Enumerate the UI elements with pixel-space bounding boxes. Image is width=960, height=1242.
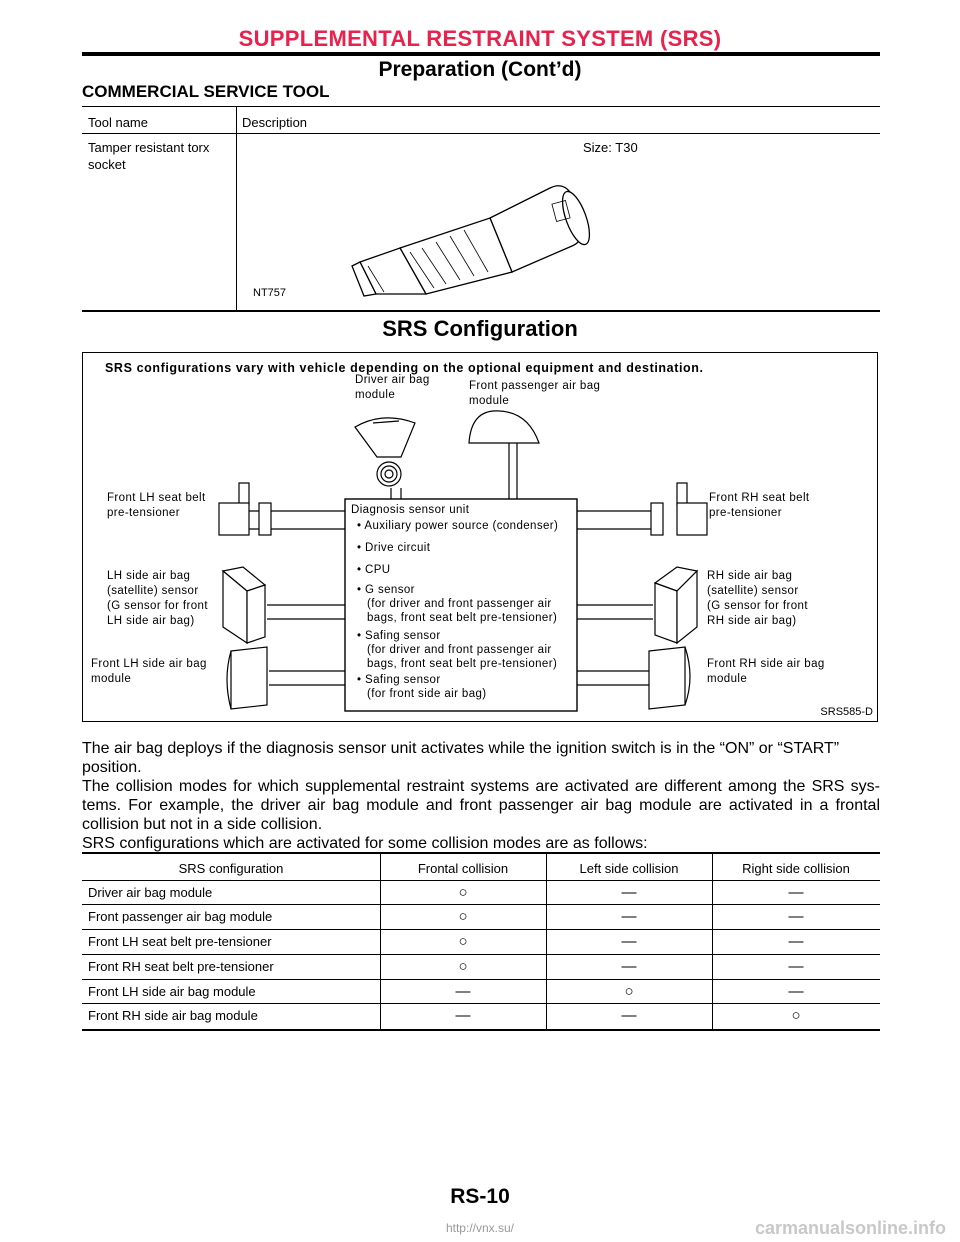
footer-url-link[interactable]: http://vnx.su/ xyxy=(445,1221,515,1235)
srs-config-title: SRS Configuration xyxy=(382,316,578,341)
header-rule xyxy=(82,52,880,56)
paragraph-line: tems. For example, the driver air bag module and front passenger air bag module are activated in a frontal xyxy=(82,797,880,814)
table-row-rule xyxy=(82,1003,880,1004)
table-row-label: Front RH side air bag module xyxy=(88,1008,258,1023)
paragraph-line: collision but not in a side collision. xyxy=(82,816,323,833)
rh-side-sensor-label: RH side air bag (satellite) sensor (G sensor for front RH side air bag) xyxy=(707,570,808,627)
watermark: carmanualsonline.info xyxy=(754,1218,946,1238)
table-cell: — xyxy=(455,983,471,1000)
front-lh-seat-belt-label: Front LH seat belt pre-tensioner xyxy=(107,492,206,519)
diagnosis-sensor-unit xyxy=(351,503,575,701)
table-cell: — xyxy=(788,908,804,925)
dsu-item-note: (for driver and front passenger air xyxy=(367,644,552,656)
section-header-title: SUPPLEMENTAL RESTRAINT SYSTEM (SRS) xyxy=(238,26,722,51)
table-cell: — xyxy=(621,884,637,901)
table-cell: — xyxy=(621,908,637,925)
dsu-item-note: bags, front seat belt pre-tensioner) xyxy=(367,612,558,624)
tool-table-top-rule xyxy=(82,106,880,107)
tool-table-header-rule xyxy=(82,133,880,134)
dsu-item: • G sensor xyxy=(357,584,415,596)
lh-side-sensor-label: LH side air bag (satellite) sensor (G sensor for front LH side air bag) xyxy=(107,570,208,627)
body-text xyxy=(82,739,880,853)
tool-figure-code: NT757 xyxy=(253,287,287,299)
dsu-item: • Drive circuit xyxy=(357,542,431,554)
table-row-label: Front LH side air bag module xyxy=(88,984,256,999)
dsu-item: • CPU xyxy=(357,564,391,576)
front-rh-side-air-bag-label: Front RH side air bag module xyxy=(707,658,825,685)
table-cell: — xyxy=(788,983,804,1000)
desc-col-header: Description xyxy=(242,115,308,130)
dsu-title: Diagnosis sensor unit xyxy=(351,504,470,516)
dsu-item: • Auxiliary power source (condenser) xyxy=(357,520,559,532)
paragraph-line: The air bag deploys if the diagnosis sensor unit activates while the ignition switch is in the “ON” or “START” xyxy=(82,740,840,757)
table-cell: — xyxy=(621,958,637,975)
table-cell: ○ xyxy=(624,983,634,1000)
table-row-rule xyxy=(82,929,880,930)
diagram-figure-code: SRS585-D xyxy=(820,706,873,718)
col-header-frontal: Frontal collision xyxy=(417,861,509,876)
dsu-item-note: bags, front seat belt pre-tensioner) xyxy=(367,658,558,670)
tool-table-col-divider xyxy=(236,106,237,311)
paragraph-line: position. xyxy=(82,759,142,776)
tool-name-line2: socket xyxy=(88,157,126,172)
diagram-heading: SRS configurations vary with vehicle depending on the optional equipment and destination. xyxy=(105,361,704,375)
dsu-item: • Safing sensor xyxy=(357,630,441,642)
tool-col-header: Tool name xyxy=(88,115,148,130)
tool-size: Size: T30 xyxy=(583,140,638,155)
table-cell: ○ xyxy=(458,884,468,901)
table-cell: — xyxy=(788,958,804,975)
front-rh-seat-belt-label: Front RH seat belt pre-tensioner xyxy=(709,492,810,519)
srs-config-diagram xyxy=(82,352,878,722)
col-header-left-side: Left side collision xyxy=(579,861,679,876)
table-cell: ○ xyxy=(458,958,468,975)
dsu-item: • Safing sensor xyxy=(357,674,441,686)
table-row-label: Front passenger air bag module xyxy=(88,909,273,924)
table-cell: — xyxy=(455,1007,471,1024)
table-row-label: Driver air bag module xyxy=(88,885,213,900)
table-cell: ○ xyxy=(458,933,468,950)
col-header-right-side: Right side collision xyxy=(742,861,850,876)
dsu-item-note: (for front side air bag) xyxy=(367,688,487,700)
table-row-rule xyxy=(82,954,880,955)
table-cell: ○ xyxy=(458,908,468,925)
col-header-srs-config: SRS configuration xyxy=(178,861,284,876)
passenger-air-bag-label: Front passenger air bag module xyxy=(469,380,601,407)
table-row-rule xyxy=(82,880,880,881)
commercial-tool-heading: COMMERCIAL SERVICE TOOL xyxy=(82,82,330,101)
table-cell: — xyxy=(788,933,804,950)
table-row-label: Front RH seat belt pre-tensioner xyxy=(88,959,274,974)
table-cell: — xyxy=(788,884,804,901)
dsu-item-note: (for driver and front passenger air xyxy=(367,598,552,610)
table-cell: — xyxy=(621,1007,637,1024)
torx-socket-illustration xyxy=(340,170,600,300)
table-row-rule xyxy=(82,904,880,905)
collision-table-bottom-rule xyxy=(82,1029,880,1031)
front-lh-side-air-bag-label: Front LH side air bag module xyxy=(91,658,207,685)
page-number: RS-10 xyxy=(450,1185,510,1208)
tool-table-bottom-rule xyxy=(82,310,880,312)
tool-name-line1: Tamper resistant torx xyxy=(88,140,210,155)
driver-air-bag-label: Driver air bag module xyxy=(355,374,430,401)
table-cell: — xyxy=(621,933,637,950)
collision-table-top-rule xyxy=(82,852,880,854)
paragraph-line: The collision modes for which supplemental restraint systems are activated are different among the SRS sys- xyxy=(82,778,880,795)
table-row-rule xyxy=(82,979,880,980)
paragraph-line: SRS configurations which are activated for some collision modes are as follows: xyxy=(82,835,648,852)
table-row-label: Front LH seat belt pre-tensioner xyxy=(88,934,272,949)
section-header-subtitle: Preparation (Cont’d) xyxy=(378,58,582,81)
table-cell: ○ xyxy=(791,1007,801,1024)
